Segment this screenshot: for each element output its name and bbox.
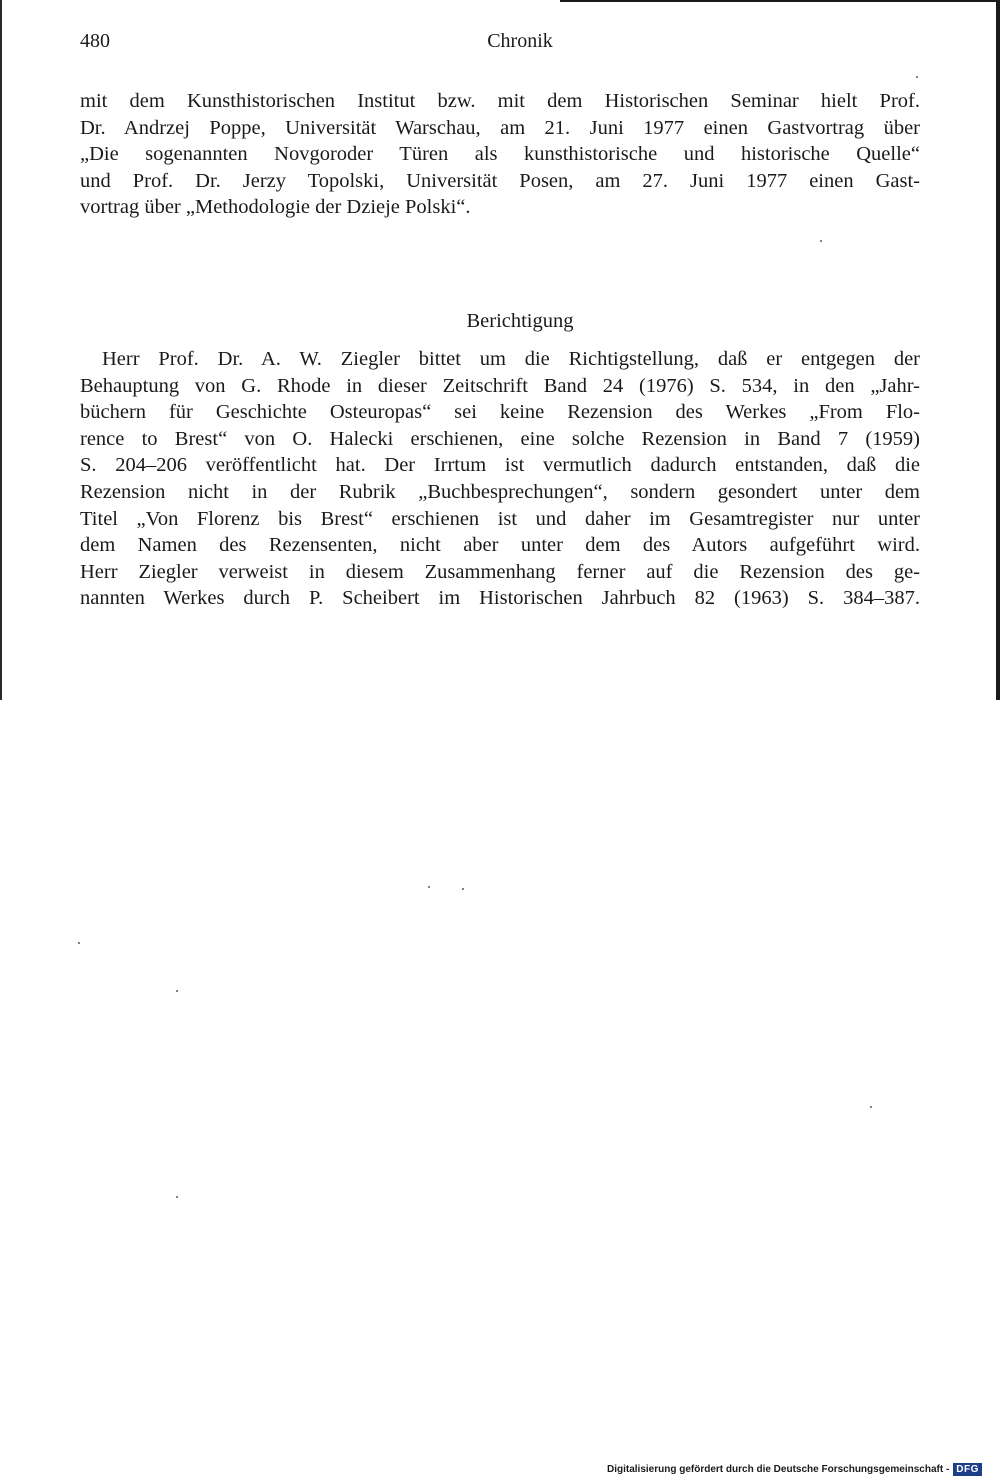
text-line: Rezension nicht in der Rubrik „Buchbesprechungen“, sondern gesondert unter dem	[80, 480, 920, 503]
scan-speck	[916, 76, 918, 78]
text-line: Behauptung von G. Rhode in dieser Zeitschrift Band 24 (1976) S. 534, in den „Jahr-	[80, 374, 920, 397]
scan-speck	[870, 1106, 872, 1108]
text-line: Titel „Von Florenz bis Brest“ erschienen ist und daher im Gesamtregister nur unter	[80, 507, 920, 530]
scan-speck	[78, 942, 80, 944]
scan-edge-left	[0, 0, 2, 700]
page-number: 480	[80, 30, 110, 52]
text-line: und Prof. Dr. Jerzy Topolski, Universität Posen, am 27. Juni 1977 einen Gast-	[80, 169, 920, 192]
dfg-logo: DFG	[953, 1463, 982, 1476]
running-head	[80, 30, 920, 60]
scan-speck	[462, 888, 464, 890]
scan-edge-right	[996, 0, 1000, 700]
text-line: nannten Werkes durch P. Scheibert im Historischen Jahrbuch 82 (1963) S. 384–387.	[80, 587, 920, 610]
text-line: „Die sogenannten Novgoroder Türen als kunsthistorische und historische Quelle“	[80, 143, 920, 166]
text-line: Herr Prof. Dr. A. W. Ziegler bittet um die Richtigstellung, daß er entgegen der	[102, 348, 920, 370]
text-line: Dr. Andrzej Poppe, Universität Warschau, am 21. Juni 1977 einen Gastvortrag über	[80, 116, 920, 139]
section-heading: Berichtigung	[466, 310, 574, 332]
credit-text: Digitalisierung gefördert durch die Deutsche Forschungsgemeinschaft -	[607, 1463, 950, 1475]
scan-edge-top	[560, 0, 1000, 2]
scan-speck	[176, 990, 178, 992]
running-title: Chronik	[487, 30, 553, 52]
scan-speck	[428, 886, 430, 888]
text-line: mit dem Kunsthistorischen Institut bzw. mit dem Historischen Seminar hielt Prof.	[80, 90, 920, 112]
intro-paragraph	[80, 88, 920, 221]
correction-paragraph	[80, 346, 920, 612]
text-line: Herr Ziegler verweist in diesem Zusammenhang ferner auf die Rezension des ge-	[80, 560, 920, 583]
text-line: rence to Brest“ von O. Halecki erschienen, eine solche Rezension in Band 7 (1959)	[80, 427, 920, 450]
text-line: büchern für Geschichte Osteuropas“ sei keine Rezension des Werkes „From Flo-	[80, 401, 920, 424]
scan-speck	[820, 240, 822, 242]
text-line: dem Namen des Rezensenten, nicht aber unter dem des Autors aufgeführt wird.	[80, 534, 920, 557]
text-line: S. 204–206 veröffentlicht hat. Der Irrtum ist vermutlich dadurch entstanden, daß die	[80, 454, 920, 477]
text-line: vortrag über „Methodologie der Dzieje Polski“.	[80, 196, 471, 219]
scan-speck	[176, 1196, 178, 1198]
digitization-credit	[607, 1458, 1000, 1480]
